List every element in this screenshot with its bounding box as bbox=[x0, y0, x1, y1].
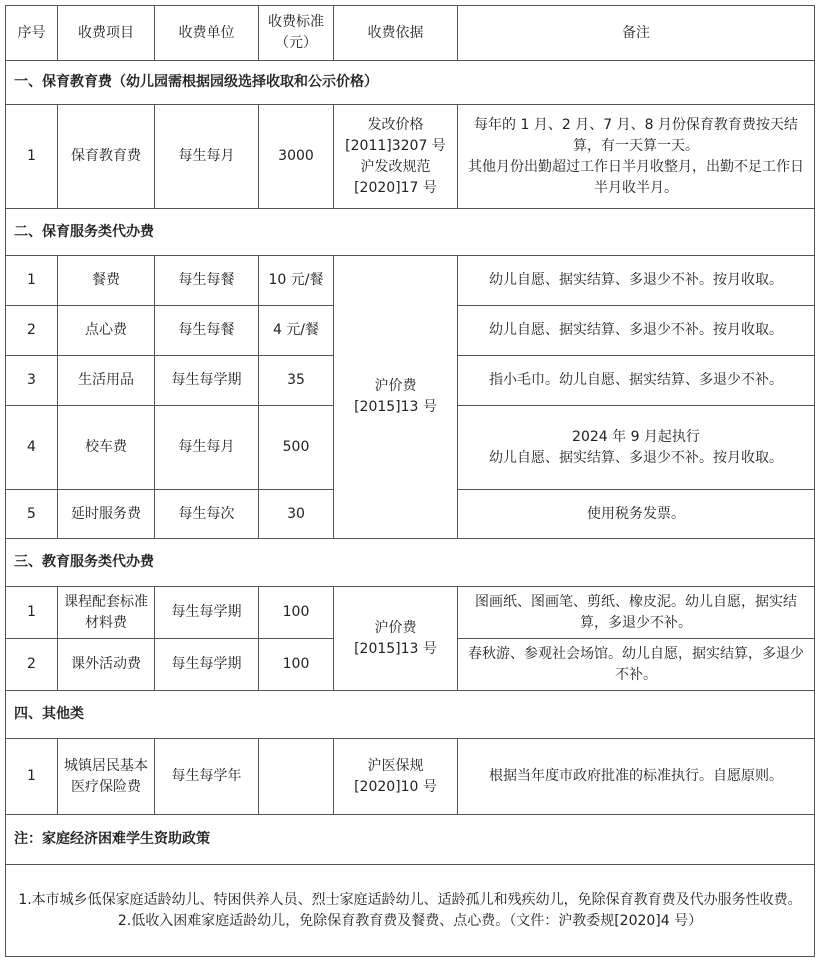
row-standard: 4 元/餐 bbox=[259, 306, 334, 356]
row-no: 4 bbox=[6, 406, 58, 490]
basis-line: 沪价费 bbox=[374, 619, 417, 636]
row-no: 2 bbox=[6, 639, 58, 691]
row-item: 生活用品 bbox=[58, 356, 155, 406]
section-basis bbox=[334, 256, 458, 539]
note-line: 1.本市城乡低保家庭适龄幼儿、特困供养人员、烈士家庭适龄幼儿、适龄孤儿和残疾幼儿，免除保育教育费及代办服务性收费。 bbox=[18, 891, 802, 908]
row-remark bbox=[458, 587, 815, 639]
row-unit: 每生每学期 bbox=[155, 587, 259, 639]
remark-line: 幼儿自愿、据实结算、多退少不补。按月收取。 bbox=[489, 272, 783, 288]
row-remark bbox=[458, 356, 815, 406]
row-unit: 每生每月 bbox=[155, 406, 259, 490]
row-item: 餐费 bbox=[58, 256, 155, 306]
row-remark bbox=[458, 105, 815, 209]
row-remark bbox=[458, 490, 815, 539]
row-no: 1 bbox=[6, 739, 58, 815]
row-unit: 每生每月 bbox=[155, 105, 259, 209]
fee-table bbox=[5, 5, 815, 957]
section-title: 二、保育服务类代办费 bbox=[6, 209, 815, 256]
row-item: 延时服务费 bbox=[58, 490, 155, 539]
section-basis bbox=[334, 587, 458, 691]
basis-line: 沪价费 bbox=[374, 378, 417, 394]
remark-line: 根据当年度市政府批准的标准执行。自愿原则。 bbox=[489, 768, 783, 784]
remark-line: 每年的 1 月、2 月、7 月、8 月份保育教育费按天结算，有一天算一天。 bbox=[474, 116, 798, 154]
row-remark bbox=[458, 306, 815, 356]
table-row bbox=[6, 587, 815, 639]
row-item: 课外活动费 bbox=[58, 639, 155, 691]
basis-line: 沪医保规 bbox=[367, 757, 424, 774]
row-no: 1 bbox=[6, 105, 58, 209]
section-title-row bbox=[6, 209, 815, 256]
section-title-row bbox=[6, 61, 815, 105]
row-item: 城镇居民基本医疗保险费 bbox=[58, 739, 155, 815]
row-basis bbox=[334, 105, 458, 209]
remark-line: 其他月份出勤超过工作日半月收整月，出勤不足工作日半月收半月。 bbox=[468, 158, 804, 196]
basis-line: [2020]17 号 bbox=[354, 179, 437, 196]
row-standard: 100 bbox=[259, 639, 334, 691]
remark-line: 图画纸、图画笔、剪纸、橡皮泥。幼儿自愿，据实结算，多退少不补。 bbox=[475, 593, 797, 631]
row-no: 3 bbox=[6, 356, 58, 406]
remark-line: 2024 年 9 月起执行 bbox=[572, 428, 700, 445]
remark-line: 幼儿自愿、据实结算、多退少不补。按月收取。 bbox=[489, 449, 783, 466]
section-title: 一、保育教育费（幼儿园需根据园级选择收取和公示价格） bbox=[6, 61, 815, 105]
row-standard bbox=[259, 739, 334, 815]
header-basis: 收费依据 bbox=[334, 6, 458, 61]
header-unit: 收费单位 bbox=[155, 6, 259, 61]
note-title: 注：家庭经济困难学生资助政策 bbox=[6, 815, 815, 865]
table-row bbox=[6, 105, 815, 209]
table-row bbox=[6, 739, 815, 815]
basis-line: [2020]10 号 bbox=[354, 778, 437, 795]
note-title-row bbox=[6, 815, 815, 865]
note-line: 2.低收入困难家庭适龄幼儿，免除保育教育费及餐费、点心费。（文件：沪教委规[2020]4 号） bbox=[117, 912, 703, 929]
row-no: 2 bbox=[6, 306, 58, 356]
remark-line: 春秋游、参观社会场馆。幼儿自愿，据实结算，多退少不补。 bbox=[468, 645, 804, 683]
section-title: 四、其他类 bbox=[6, 691, 815, 739]
row-standard: 3000 bbox=[259, 105, 334, 209]
section-title-row bbox=[6, 691, 815, 739]
table-row bbox=[6, 256, 815, 306]
row-standard: 500 bbox=[259, 406, 334, 490]
remark-line: 幼儿自愿、据实结算、多退少不补。按月收取。 bbox=[489, 322, 783, 338]
remark-line: 指小毛巾。幼儿自愿、据实结算、多退少不补。 bbox=[489, 372, 783, 388]
basis-line: 沪发改规范 bbox=[360, 158, 431, 175]
row-unit: 每生每学年 bbox=[155, 739, 259, 815]
row-item: 校车费 bbox=[58, 406, 155, 490]
row-unit: 每生每学期 bbox=[155, 639, 259, 691]
row-unit: 每生每学期 bbox=[155, 356, 259, 406]
remark-line: 使用税务发票。 bbox=[587, 505, 685, 522]
basis-line: [2015]13 号 bbox=[354, 399, 437, 415]
row-basis bbox=[334, 739, 458, 815]
row-remark bbox=[458, 739, 815, 815]
section-title: 三、教育服务类代办费 bbox=[6, 539, 815, 587]
row-no: 1 bbox=[6, 256, 58, 306]
header-standard: 收费标准（元） bbox=[259, 6, 334, 61]
row-standard: 30 bbox=[259, 490, 334, 539]
header-remark: 备注 bbox=[458, 6, 815, 61]
row-no: 5 bbox=[6, 490, 58, 539]
row-item: 点心费 bbox=[58, 306, 155, 356]
basis-line: 发改价格 bbox=[367, 116, 424, 133]
row-standard: 100 bbox=[259, 587, 334, 639]
row-remark bbox=[458, 639, 815, 691]
header-row bbox=[6, 6, 815, 61]
section-title-row bbox=[6, 539, 815, 587]
note-body bbox=[6, 865, 815, 957]
row-standard: 35 bbox=[259, 356, 334, 406]
row-unit: 每生每餐 bbox=[155, 256, 259, 306]
row-unit: 每生每次 bbox=[155, 490, 259, 539]
row-item: 课程配套标准材料费 bbox=[58, 587, 155, 639]
note-body-row bbox=[6, 865, 815, 957]
row-unit: 每生每餐 bbox=[155, 306, 259, 356]
row-remark bbox=[458, 256, 815, 306]
row-item: 保育教育费 bbox=[58, 105, 155, 209]
header-item: 收费项目 bbox=[58, 6, 155, 61]
basis-line: [2015]13 号 bbox=[354, 640, 437, 657]
row-standard: 10 元/餐 bbox=[259, 256, 334, 306]
header-no: 序号 bbox=[6, 6, 58, 61]
row-remark bbox=[458, 406, 815, 490]
basis-line: [2011]3207 号 bbox=[345, 137, 446, 154]
row-no: 1 bbox=[6, 587, 58, 639]
